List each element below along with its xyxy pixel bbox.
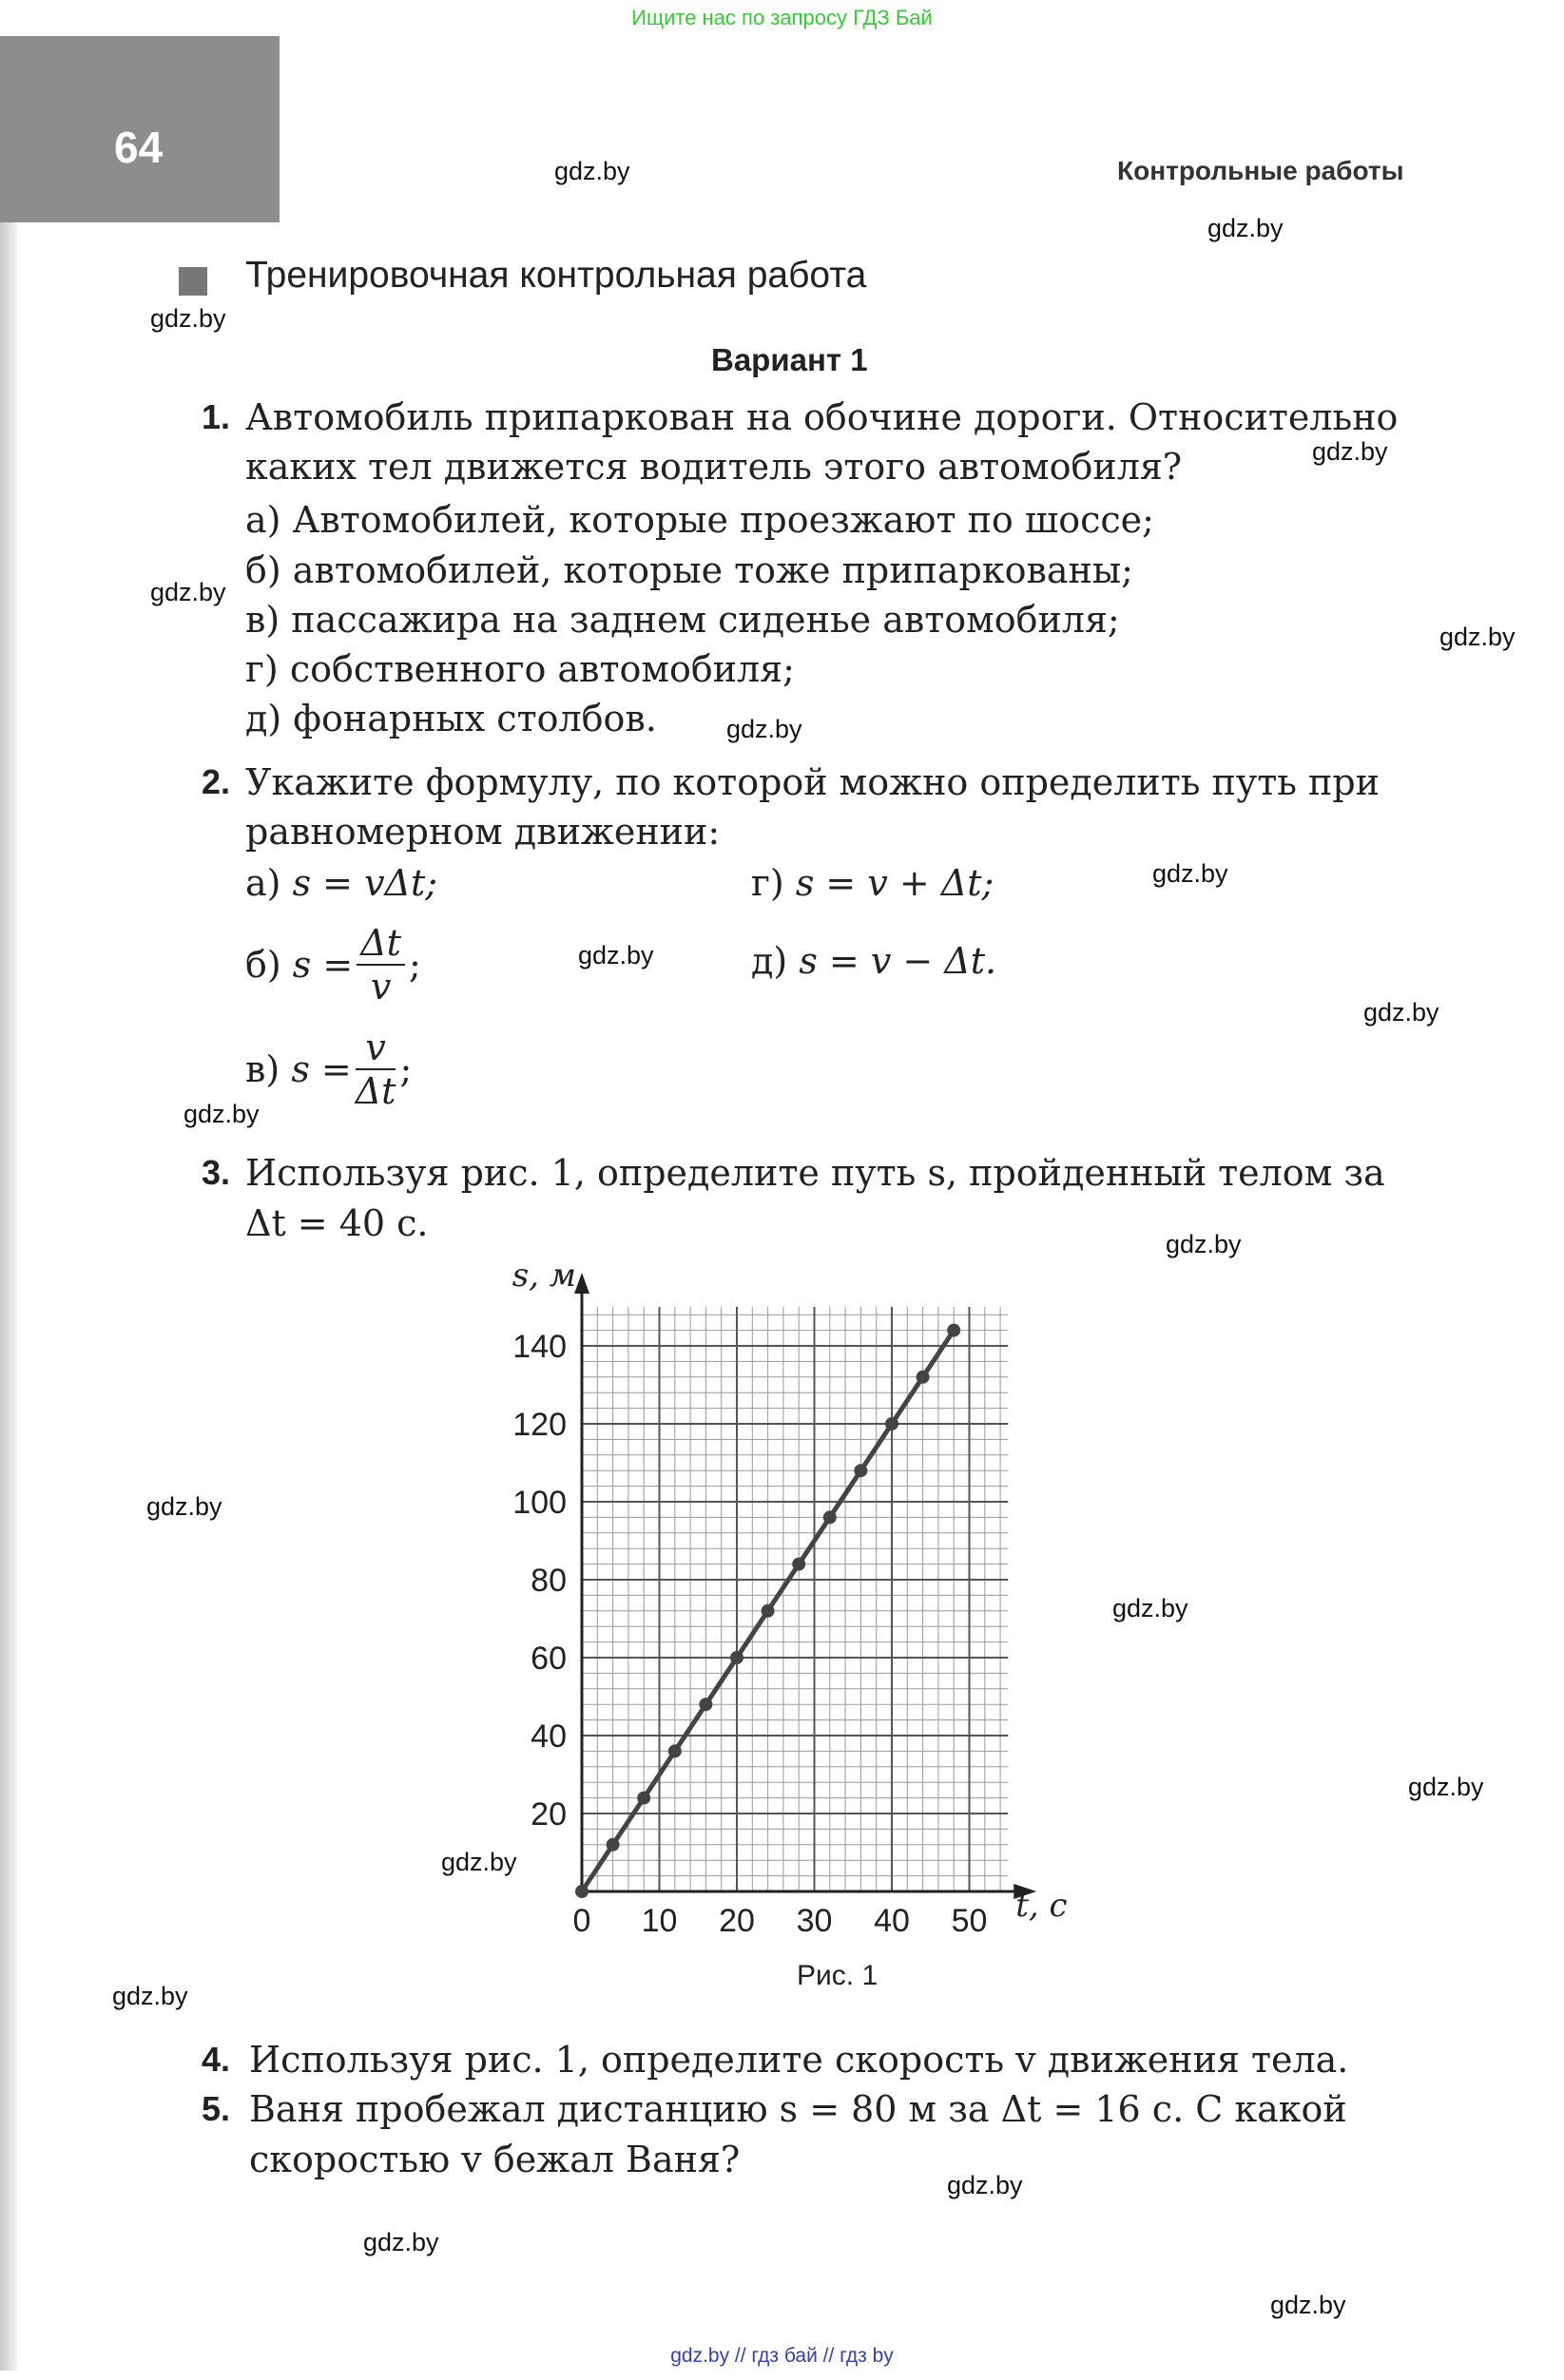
q2-option-d xyxy=(751,937,996,985)
y-tick-label: 140 xyxy=(512,1329,567,1365)
q5-line: скоростью v бежал Ваня? xyxy=(249,2139,741,2180)
denominator: v xyxy=(370,966,392,1008)
watermark: gdz.by xyxy=(947,2171,1023,2199)
top-banner[interactable]: Ищите нас по запросу ГДЗ Бай xyxy=(631,6,933,29)
q2-number: 2. xyxy=(202,762,231,801)
x-tick-label: 10 xyxy=(641,1903,678,1939)
watermark: gdz.by xyxy=(1408,1773,1484,1801)
q5-number: 5. xyxy=(202,2089,231,2128)
x-tick-label: 40 xyxy=(874,1903,910,1939)
q3-line: Используя рис. 1, определите путь s, пройденный телом за xyxy=(245,1152,1385,1194)
formula: s = vΔt; xyxy=(292,862,438,904)
data-point xyxy=(668,1744,682,1757)
q2-option-v xyxy=(245,1027,412,1112)
q3-line: Δt = 40 с. xyxy=(245,1202,429,1244)
q2-option-b xyxy=(245,922,421,1008)
option-label: г) xyxy=(751,862,784,904)
data-point xyxy=(854,1464,867,1477)
q2-option-a xyxy=(245,859,437,907)
watermark: gdz.by xyxy=(150,578,226,606)
watermark: gdz.by xyxy=(1166,1230,1242,1258)
y-tick-label: 20 xyxy=(531,1796,567,1833)
figure-caption: Рис. 1 xyxy=(797,1960,879,1991)
watermark: gdz.by xyxy=(1439,623,1516,651)
formula-lhs: s = xyxy=(292,944,354,986)
watermark: gdz.by xyxy=(1112,1594,1188,1622)
watermark: gdz.by xyxy=(1207,214,1284,242)
data-point xyxy=(730,1651,743,1664)
q4-line: Используя рис. 1, определите скорость v движения тела. xyxy=(249,2039,1349,2081)
x-tick-label: 50 xyxy=(951,1903,988,1939)
q1-option: б) автомобилей, которые тоже припаркованы; xyxy=(245,549,1133,591)
x-axis-label: t, с xyxy=(1015,1887,1068,1925)
data-point xyxy=(823,1510,837,1524)
watermark: gdz.by xyxy=(1312,437,1388,466)
q1-line: Автомобиль припаркован на обочине дороги. Относительно xyxy=(245,396,1399,438)
q2-line: Укажите формулу, по которой можно определить путь при xyxy=(245,761,1380,803)
q1-number: 1. xyxy=(202,397,231,436)
y-axis-arrow xyxy=(574,1273,589,1294)
y-tick-label: 80 xyxy=(531,1563,567,1599)
x-tick-label: 20 xyxy=(719,1903,755,1939)
x-tick-label: 0 xyxy=(572,1903,591,1939)
y-tick-label: 100 xyxy=(512,1485,567,1521)
q1-option: а) Автомобилей, которые проезжают по шоссе; xyxy=(245,499,1154,541)
watermark: gdz.by xyxy=(554,157,630,185)
fraction xyxy=(357,922,405,1008)
numerator: v xyxy=(356,1027,396,1070)
formula-tail: ; xyxy=(399,1048,413,1090)
q5-line: Ваня пробежал дистанцию s = 80 м за Δt = 16 с. С какой xyxy=(249,2088,1347,2130)
x-tick-label: 30 xyxy=(796,1903,833,1939)
formula: s = v − Δt. xyxy=(799,940,997,982)
watermark: gdz.by xyxy=(1152,859,1228,888)
running-header: Контрольные работы xyxy=(1117,156,1404,185)
data-point xyxy=(575,1885,589,1898)
data-point xyxy=(947,1324,960,1337)
watermark: gdz.by xyxy=(441,1848,517,1876)
denominator: Δt xyxy=(355,1070,396,1112)
formula: s = v + Δt; xyxy=(795,862,994,904)
y-tick-label: 40 xyxy=(531,1718,567,1755)
worksheet-title: Тренировочная контрольная работа xyxy=(245,255,867,296)
watermark: gdz.by xyxy=(363,2228,439,2256)
option-label: в) xyxy=(245,1048,280,1090)
data-point xyxy=(637,1792,650,1805)
title-square-icon xyxy=(179,267,207,296)
distance-time-graph xyxy=(475,1245,1160,1967)
q1-option: г) собственного автомобиля; xyxy=(245,648,795,690)
q1-line: каких тел движется водитель этого автомобиля? xyxy=(245,446,1183,488)
watermark: gdz.by xyxy=(146,1492,222,1521)
footer-links[interactable]: gdz.by // гдз бай // гдз by xyxy=(670,2345,894,2367)
data-point xyxy=(762,1604,775,1618)
data-point xyxy=(917,1371,930,1384)
q1-option: д) фонарных столбов. xyxy=(245,698,657,739)
numerator: Δt xyxy=(357,922,405,966)
formula-lhs: s = xyxy=(291,1048,352,1090)
data-point xyxy=(885,1417,898,1430)
option-label: д) xyxy=(751,940,788,982)
y-tick-label: 120 xyxy=(512,1407,567,1443)
watermark: gdz.by xyxy=(1363,998,1439,1027)
watermark: gdz.by xyxy=(183,1100,260,1128)
fraction xyxy=(356,1027,396,1112)
data-point xyxy=(699,1698,712,1711)
axis-labels xyxy=(512,1257,1068,1939)
data-point xyxy=(607,1838,620,1852)
page-number: 64 xyxy=(114,123,164,172)
q3-number: 3. xyxy=(202,1153,231,1192)
formula-tail: ; xyxy=(408,944,421,986)
q4-number: 4. xyxy=(202,2040,231,2079)
watermark: gdz.by xyxy=(112,1982,188,2010)
option-label: б) xyxy=(245,944,281,986)
page-edge-shadow xyxy=(0,222,17,2370)
y-tick-label: 60 xyxy=(531,1641,567,1677)
variant-heading: Вариант 1 xyxy=(711,342,868,377)
watermark: gdz.by xyxy=(578,941,654,969)
data-point xyxy=(792,1558,805,1571)
watermark: gdz.by xyxy=(150,304,226,333)
q2-line: равномерном движении: xyxy=(245,811,721,853)
q2-option-g xyxy=(751,859,994,907)
y-axis-label: s, м xyxy=(512,1257,576,1295)
watermark: gdz.by xyxy=(726,715,802,743)
q1-option: в) пассажира на заднем сиденье автомобиля; xyxy=(245,599,1120,641)
watermark: gdz.by xyxy=(1270,2291,1346,2319)
option-label: а) xyxy=(245,862,281,904)
